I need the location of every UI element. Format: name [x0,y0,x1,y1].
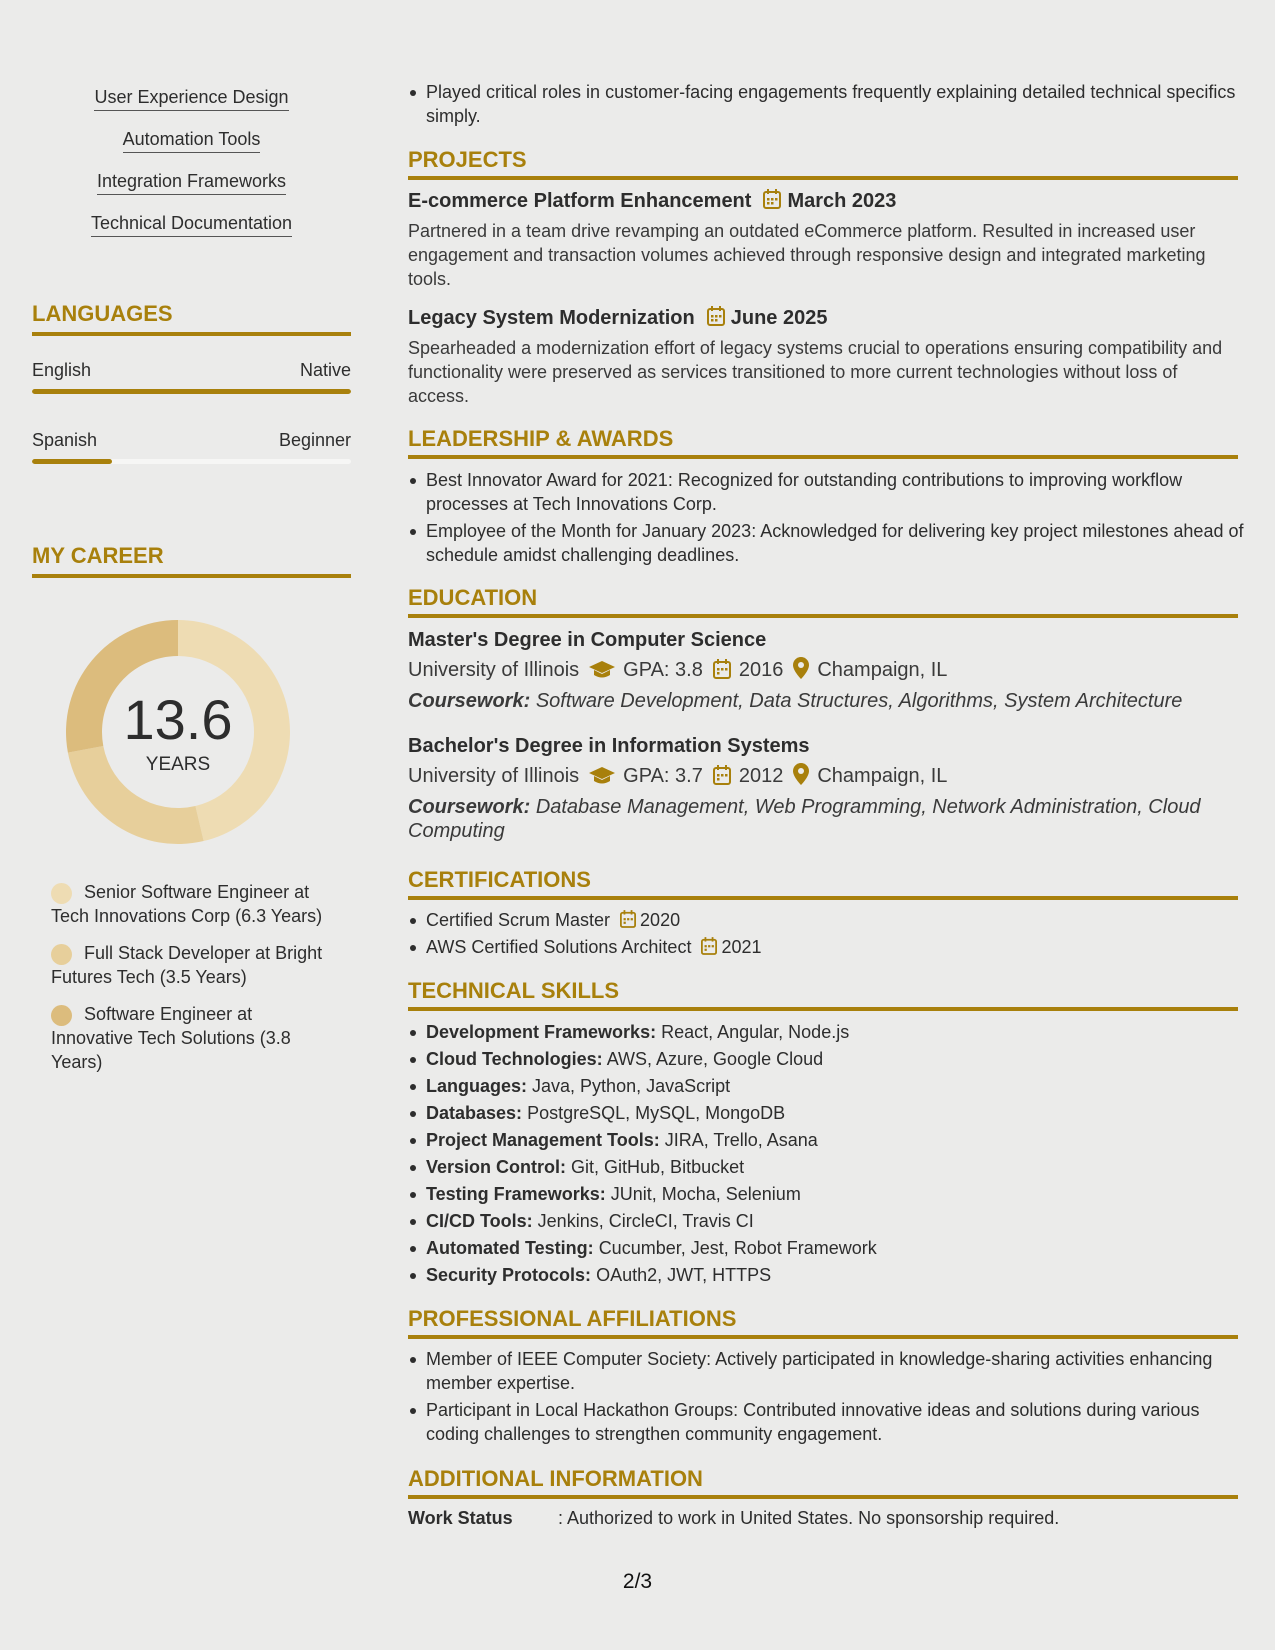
certification-list [408,908,1256,962]
skill-value: Java, Python, JavaScript [532,1076,731,1096]
skill-value: JIRA, Trello, Asana [664,1130,818,1150]
project-description: Partnered in a team drive revamping an outdated eCommerce platform. Resulted in increased user engagement and transaction volumes achieved through responsive design and integrated marketing tools. [408,221,1206,289]
coursework-label: Coursework: [408,690,531,712]
award-item: Best Innovator Award for 2021: Recognized for outstanding contributions to improving workflow processes at Tech Innovations Corp. [426,468,1256,516]
technical-skills-heading: TECHNICAL SKILLS [408,977,1238,1011]
skill-tags [32,86,351,254]
school-name: University of Illinois [408,765,580,787]
career-role: Full Stack Developer at Bright Futures Tech (3.5 Years) [51,943,323,987]
calendar-icon [713,659,731,679]
project-title [408,188,1238,214]
graduation-cap-icon [589,661,615,679]
skill-item [426,1047,1256,1071]
calendar-icon [707,306,725,326]
career-donut-chart [66,620,290,844]
skill-value: AWS, Azure, Google Cloud [606,1049,824,1069]
career-role: Senior Software Engineer at Tech Innovations Corp (6.3 Years) [51,882,323,926]
additional-info-heading: ADDITIONAL INFORMATION [408,1465,1238,1499]
career-legend-item [51,880,336,928]
graduation-cap-icon [589,767,615,785]
education-heading: EDUCATION [408,584,1238,618]
project-name: Legacy System Modernization [408,307,695,329]
location-pin-icon [793,763,809,785]
skill-label: Databases: [426,1103,523,1123]
technical-skills-list [408,1020,1256,1290]
skill-tag[interactable]: Automation Tools [123,128,261,153]
experience-bullet: Played critical roles in customer-facing engagements frequently explaining detailed technical specifics simply. [426,80,1256,128]
skill-tag[interactable]: Technical Documentation [91,212,292,237]
degree-title: Bachelor's Degree in Information Systems [408,735,810,757]
language-row-english [32,359,351,381]
certification-year: 2021 [721,937,762,957]
skill-value: Jenkins, CircleCI, Travis CI [537,1211,754,1231]
career-legend [51,880,336,1087]
skill-tag[interactable]: Integration Frameworks [97,170,286,195]
leadership-heading: LEADERSHIP & AWARDS [408,425,1238,459]
career-total-years: 13.6 [123,688,233,751]
work-status-row [408,1506,1238,1530]
career-years-unit: YEARS [145,754,211,775]
education-meta [408,763,1238,789]
skill-item [426,1155,1256,1179]
skill-item [426,1182,1256,1206]
legend-dot [51,883,72,904]
page-number: 2/3 [622,1570,653,1593]
skill-item [426,1236,1256,1260]
location-pin-icon [793,657,809,679]
career-heading: MY CAREER [32,542,351,578]
gpa: GPA: 3.7 [623,765,703,787]
skill-value: Git, GitHub, Bitbucket [571,1157,745,1177]
skill-value: PostgreSQL, MySQL, MongoDB [527,1103,786,1123]
coursework [408,689,1238,713]
skill-label: CI/CD Tools: [426,1211,533,1231]
skill-label: Project Management Tools: [426,1130,660,1150]
skill-item [426,1101,1256,1125]
graduation-year: 2012 [738,765,784,787]
language-name: English [32,360,92,380]
language-bar-fill [32,459,112,464]
work-status-value: : Authorized to work in United States. No sponsorship required. [558,1508,1060,1528]
skill-value: JUnit, Mocha, Selenium [610,1184,801,1204]
legend-dot [51,944,72,965]
graduation-year: 2016 [738,659,784,681]
skill-value: OAuth2, JWT, HTTPS [596,1265,772,1285]
skill-item [426,1209,1256,1233]
career-legend-item [51,1002,336,1074]
leadership-list [408,468,1256,570]
calendar-icon [620,910,636,928]
languages-heading: LANGUAGES [32,300,351,336]
affiliations-heading: PROFESSIONAL AFFILIATIONS [408,1305,1238,1339]
certification-item [426,908,1256,932]
gpa: GPA: 3.8 [623,659,703,681]
skill-item [426,1020,1256,1044]
coursework-list: Database Management, Web Programming, Network Administration, Cloud Computing [408,796,1201,842]
calendar-icon [701,937,717,955]
language-row-spanish [32,429,351,451]
project-date: June 2025 [730,307,828,329]
language-level: Beginner [278,430,351,450]
skill-label: Testing Frameworks: [426,1184,606,1204]
skill-label: Development Frameworks: [426,1022,657,1042]
coursework [408,795,1238,843]
skill-item [426,1128,1256,1152]
language-bar-fill [32,389,351,394]
project-description: Spearheaded a modernization effort of legacy systems crucial to operations ensuring compatibility and functionality were preserved as services transitioned to more current technologies without loss of access. [408,338,1223,406]
skill-label: Version Control: [426,1157,567,1177]
skill-item [426,1074,1256,1098]
school-name: University of Illinois [408,659,580,681]
career-legend-item [51,941,336,989]
skill-label: Cloud Technologies: [426,1049,603,1069]
award-item: Employee of the Month for January 2023: Acknowledged for delivering key project milestones ahead of schedule amidst challenging deadlines. [426,519,1256,567]
project-title [408,305,1238,331]
experience-bullets [408,80,1256,131]
certification-year: 2020 [640,910,681,930]
school-location: Champaign, IL [817,659,948,681]
affiliation-item: Member of IEEE Computer Society: Actively participated in knowledge-sharing activities enhancing member expertise. [426,1347,1256,1395]
coursework-list: Software Development, Data Structures, Algorithms, System Architecture [535,690,1183,712]
degree-title: Master's Degree in Computer Science [408,629,767,651]
language-name: Spanish [32,430,98,450]
skill-label: Automated Testing: [426,1238,594,1258]
school-location: Champaign, IL [817,765,948,787]
skill-label: Security Protocols: [426,1265,592,1285]
certifications-heading: CERTIFICATIONS [408,866,1238,900]
coursework-label: Coursework: [408,796,531,818]
language-bar-english [32,389,351,394]
language-bar-spanish [32,459,351,464]
legend-dot [51,1005,72,1026]
work-status-label: Work Status [408,1508,513,1528]
language-level: Native [299,360,351,380]
certification-name: Certified Scrum Master [426,910,611,930]
calendar-icon [713,765,731,785]
certification-item [426,935,1256,959]
skill-value: React, Angular, Node.js [661,1022,850,1042]
skill-tag[interactable]: User Experience Design [94,86,288,111]
project-name: E-commerce Platform Enhancement [408,190,752,212]
education-meta [408,657,1238,683]
project-date: March 2023 [787,190,897,212]
affiliations-list [408,1347,1256,1449]
skill-value: Cucumber, Jest, Robot Framework [598,1238,877,1258]
skill-item [426,1263,1256,1287]
calendar-icon [763,189,781,209]
projects-heading: PROJECTS [408,146,1238,180]
affiliation-item: Participant in Local Hackathon Groups: Contributed innovative ideas and solutions during various coding challenges to strengthen community engagement. [426,1398,1256,1446]
skill-label: Languages: [426,1076,528,1096]
certification-name: AWS Certified Solutions Architect [426,937,692,957]
career-role: Software Engineer at Innovative Tech Solutions (3.8 Years) [51,1004,291,1072]
